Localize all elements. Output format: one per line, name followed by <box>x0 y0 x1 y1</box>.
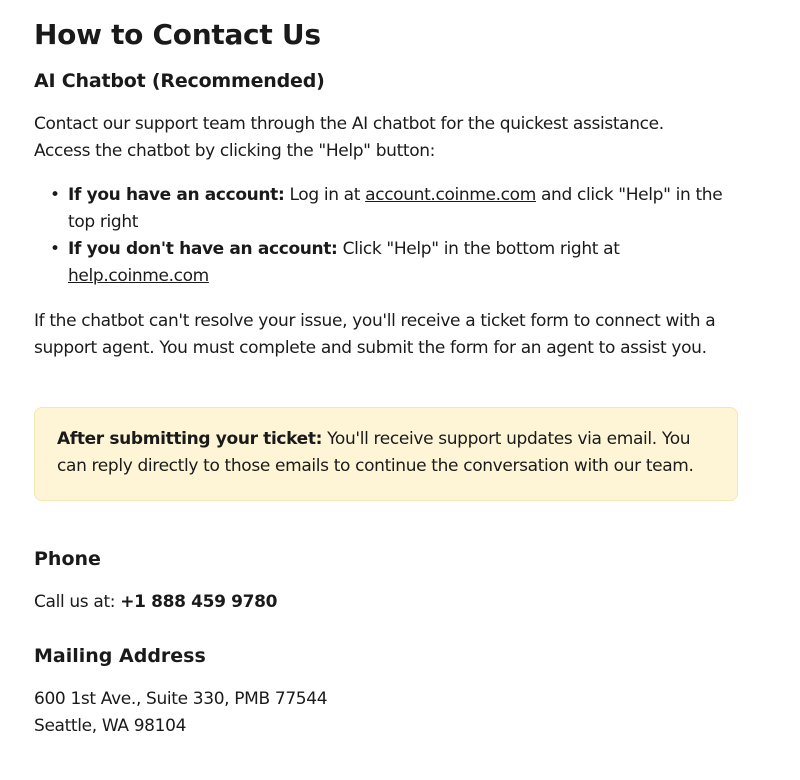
chatbot-intro-line2: Access the chatbot by clicking the "Help" button: <box>34 141 436 161</box>
list-item-bold: If you don't have an account: <box>68 239 338 259</box>
page-title: How to Contact Us <box>34 18 321 51</box>
callout-line2: can reply directly to those emails to continue the conversation with our team. <box>57 456 694 476</box>
phone-line <box>34 589 277 616</box>
phone-heading: Phone <box>34 548 101 570</box>
list-item <box>50 182 722 236</box>
address-line2: Seattle, WA 98104 <box>34 716 187 736</box>
chatbot-heading: AI Chatbot (Recommended) <box>34 70 325 92</box>
list-item <box>50 236 722 290</box>
account-link[interactable]: account.coinme.com <box>365 185 536 205</box>
callout-line1: You'll receive support updates via email. You <box>322 429 691 449</box>
chatbot-followup <box>34 308 715 362</box>
ticket-callout <box>34 407 738 501</box>
phone-label: Call us at: <box>34 592 121 612</box>
mailing-heading: Mailing Address <box>34 645 206 667</box>
chatbot-intro <box>34 111 664 165</box>
list-item-bold: If you have an account: <box>68 185 285 205</box>
callout-text <box>57 426 694 480</box>
chatbot-access-list <box>50 182 722 290</box>
list-item-text: Click "Help" in the bottom right at <box>337 239 620 259</box>
help-link[interactable]: help.coinme.com <box>68 266 209 286</box>
list-item-text-after: and click "Help" in the <box>535 185 723 205</box>
bullet-icon: • <box>50 185 60 205</box>
address-line1: 600 1st Ave., Suite 330, PMB 77544 <box>34 689 328 709</box>
callout-bold: After submitting your ticket: <box>57 429 323 449</box>
mailing-address <box>34 686 327 740</box>
list-item-text: Log in at <box>284 185 366 205</box>
bullet-icon: • <box>50 239 60 259</box>
chatbot-followup-line1: If the chatbot can't resolve your issue, you'll receive a ticket form to connect with a <box>34 311 716 331</box>
chatbot-intro-line1: Contact our support team through the AI chatbot for the quickest assistance. <box>34 114 664 134</box>
chatbot-followup-line2: support agent. You must complete and submit the form for an agent to assist you. <box>34 338 707 358</box>
list-item-line2: top right <box>68 212 139 232</box>
phone-number: +1 888 459 9780 <box>120 592 278 612</box>
